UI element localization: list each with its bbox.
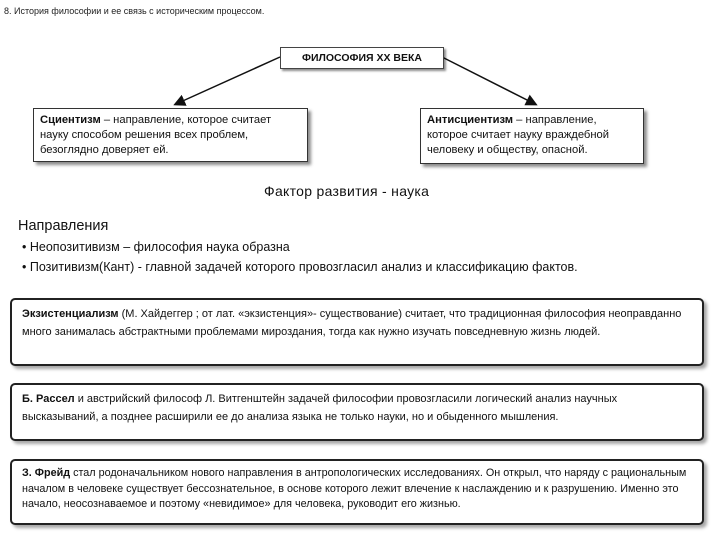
freud-text: стал родоначальником нового направления в антропологических исследованиях. Он открыл, что наряду с рациональным началом в человеке существует бессознательное, в основе которого лежит влечение к наслаждению и к разрушению. Именно это начало, неосознаваемое и поэтому «невидимое» для человека, руководит его жизнью.	[22, 467, 687, 510]
main-title: ФИЛОСОФИЯ XX ВЕКА	[280, 47, 444, 69]
list-item	[22, 260, 578, 274]
existentialism-card	[10, 298, 704, 366]
arrow-left	[176, 57, 280, 104]
list-item-text: Позитивизм(Кант) - главной задачей которого провозгласил анализ и классификацию фактов.	[29, 260, 578, 274]
freud-card	[10, 459, 704, 525]
list-item	[22, 240, 290, 254]
freud-term: З. Фрейд	[22, 467, 71, 479]
factor-heading: Фактор развития - наука	[264, 183, 430, 199]
scientism-term: Сциентизм	[40, 114, 101, 126]
antiscientism-definition: – направление, которое считает науку враждебной человеку и обществу, опасной.	[427, 114, 609, 156]
list-item-text: Неопозитивизм – философия наука образна	[29, 240, 290, 254]
russell-text: и австрийский философ Л. Витгенштейн задачей философии провозгласили логический анализ научных высказываний, а позднее расширили ее до анализа языка не только науки, но и обыденного мышления.	[22, 393, 618, 423]
russell-card	[10, 383, 704, 441]
scientism-box	[33, 108, 308, 162]
russell-term: Б. Рассел	[22, 393, 75, 405]
existentialism-term: Экзистенциализм	[22, 308, 119, 320]
antiscientism-box	[420, 108, 644, 164]
directions-heading: Направления	[18, 218, 109, 234]
slide-title: 8. История философии и ее связь с историческим процессом.	[4, 6, 265, 16]
antiscientism-term: Антисциентизм	[427, 114, 514, 126]
arrow-right	[442, 57, 535, 104]
bullet-marker: •	[22, 240, 27, 254]
existentialism-text: (М. Хайдеггер ; от лат. «экзистенция»- существование) считает, что традиционная философия неоправданно много занималась абстрактными проблемами мироздания, тогда как нужно изучать повседневную жизнь людей.	[22, 308, 682, 338]
bullet-marker: •	[22, 260, 27, 274]
scientism-definition: – направление, которое считает науку способом решения всех проблем, безоглядно доверяет ей.	[40, 114, 272, 156]
